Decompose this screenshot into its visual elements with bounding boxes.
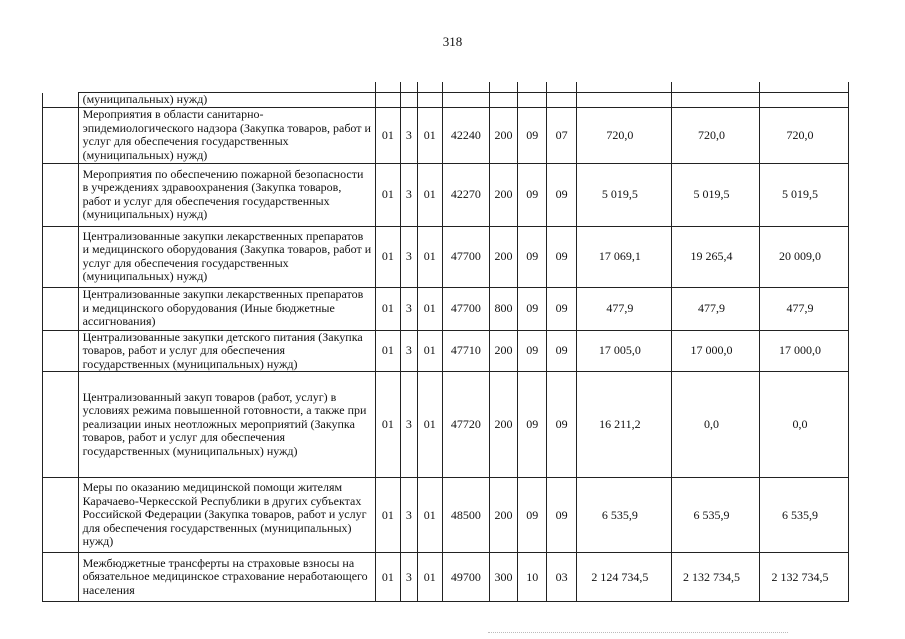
col-c-cell: 01	[417, 330, 442, 372]
row-index-cell	[43, 226, 79, 287]
row-index-cell	[43, 107, 79, 163]
section-cell: 09	[518, 372, 547, 478]
col-a-cell: 01	[375, 107, 400, 163]
amount-year2-cell: 477,9	[671, 287, 759, 330]
section-cell: 10	[518, 553, 547, 602]
table-row	[43, 330, 849, 372]
amount-year3-cell: 6 535,9	[759, 478, 848, 553]
row-index-cell	[43, 287, 79, 330]
expense-type-cell: 300	[489, 553, 517, 602]
row-index-cell	[43, 553, 79, 602]
amount-year1-cell: 17 069,1	[576, 226, 671, 287]
section-cell: 09	[518, 478, 547, 553]
row-index-cell	[43, 372, 79, 478]
col-b-cell: 3	[400, 372, 417, 478]
table-row	[43, 163, 849, 226]
section-cell: 09	[518, 287, 547, 330]
amount-year1-cell: 16 211,2	[576, 372, 671, 478]
page-number: 318	[442, 34, 463, 49]
section-cell: 09	[518, 107, 547, 163]
col-a-cell: 01	[375, 372, 400, 478]
row-index-cell	[43, 163, 79, 226]
col-b-cell: 3	[400, 107, 417, 163]
col-c-cell: 01	[417, 107, 442, 163]
target-code-cell: 48500	[442, 478, 489, 553]
amount-year3-cell: 2 132 734,5	[759, 553, 848, 602]
row-name-cell: Централизованный закуп товаров (работ, услуг) в условиях режима повышенной готовности, а также при реализации иных неотложных мероприятий (Закупка товаров, работ и услуг для обеспечения государственных (муниципальных) нужд)	[78, 372, 375, 478]
expense-type-cell: 200	[489, 478, 517, 553]
col-a-cell: 01	[375, 478, 400, 553]
subsection-cell: 09	[547, 372, 576, 478]
amount-year2-cell: 17 000,0	[671, 330, 759, 372]
amount-year1-cell: 720,0	[576, 107, 671, 163]
amount-year2-cell: 720,0	[671, 107, 759, 163]
table-row	[43, 226, 849, 287]
table-body	[43, 82, 849, 602]
amount-year1-cell: 5 019,5	[576, 163, 671, 226]
amount-year3-cell: 20 009,0	[759, 226, 848, 287]
target-code-cell: 42270	[442, 163, 489, 226]
table-header-spacer	[43, 82, 849, 93]
row-index-cell	[43, 93, 79, 108]
subsection-cell: 09	[547, 163, 576, 226]
expense-type-cell: 200	[489, 163, 517, 226]
row-name-cell: Мероприятия по обеспечению пожарной безопасности в учреждениях здравоохранения (Закупка товаров, работ и услуг для обеспечения государственных (муниципальных) нужд)	[78, 163, 375, 226]
col-a-cell: 01	[375, 163, 400, 226]
expense-type-cell: 200	[489, 226, 517, 287]
target-code-cell: 47700	[442, 226, 489, 287]
amount-year2-cell: 6 535,9	[671, 478, 759, 553]
subsection-cell: 09	[547, 226, 576, 287]
row-name-cell: Мероприятия в области санитарно-эпидемиологического надзора (Закупка товаров, работ и услуг для обеспечения государственных (муниципальных) нужд)	[78, 107, 375, 163]
col-b-cell: 3	[400, 553, 417, 602]
target-code-cell: 47700	[442, 287, 489, 330]
col-c-cell: 01	[417, 478, 442, 553]
col-b-cell: 3	[400, 330, 417, 372]
amount-year3-cell: 5 019,5	[759, 163, 848, 226]
col-b-cell: 3	[400, 163, 417, 226]
row-name-cell: Централизованные закупки лекарственных препаратов и медицинского оборудования (Иные бюджетные ассигнования)	[78, 287, 375, 330]
subsection-cell: 09	[547, 330, 576, 372]
amount-year2-cell: 5 019,5	[671, 163, 759, 226]
continuation-row	[43, 93, 849, 108]
continuation-text: (муниципальных) нужд)	[78, 93, 375, 108]
section-cell: 09	[518, 330, 547, 372]
subsection-cell: 03	[547, 553, 576, 602]
target-code-cell: 49700	[442, 553, 489, 602]
section-cell: 09	[518, 163, 547, 226]
col-b-cell: 3	[400, 287, 417, 330]
table-row	[43, 478, 849, 553]
row-name-cell: Меры по оказанию медицинской помощи жителям Карачаево-Черкесской Республики в других субъектах Российской Федерации (Закупка товаров, работ и услуг для обеспечения государственных (муниципальных) нужд)	[78, 478, 375, 553]
col-b-cell: 3	[400, 226, 417, 287]
col-c-cell: 01	[417, 163, 442, 226]
subsection-cell: 07	[547, 107, 576, 163]
col-c-cell: 01	[417, 372, 442, 478]
target-code-cell: 42240	[442, 107, 489, 163]
target-code-cell: 47710	[442, 330, 489, 372]
expense-type-cell: 200	[489, 330, 517, 372]
target-code-cell: 47720	[442, 372, 489, 478]
amount-year2-cell: 2 132 734,5	[671, 553, 759, 602]
col-c-cell: 01	[417, 226, 442, 287]
subsection-cell: 09	[547, 478, 576, 553]
amount-year2-cell: 0,0	[671, 372, 759, 478]
col-a-cell: 01	[375, 226, 400, 287]
col-c-cell: 01	[417, 287, 442, 330]
expense-type-cell: 800	[489, 287, 517, 330]
row-name-cell: Межбюджетные трансферты на страховые взносы на обязательное медицинское страхование неработающего населения	[78, 553, 375, 602]
amount-year2-cell: 19 265,4	[671, 226, 759, 287]
table-row	[43, 553, 849, 602]
amount-year1-cell: 2 124 734,5	[576, 553, 671, 602]
col-a-cell: 01	[375, 330, 400, 372]
budget-table	[42, 82, 849, 602]
table-row	[43, 107, 849, 163]
amount-year1-cell: 6 535,9	[576, 478, 671, 553]
amount-year3-cell: 477,9	[759, 287, 848, 330]
expense-type-cell: 200	[489, 372, 517, 478]
col-a-cell: 01	[375, 287, 400, 330]
amount-year3-cell: 720,0	[759, 107, 848, 163]
col-a-cell: 01	[375, 553, 400, 602]
amount-year1-cell: 477,9	[576, 287, 671, 330]
table-row	[43, 372, 849, 478]
amount-year3-cell: 0,0	[759, 372, 848, 478]
subsection-cell: 09	[547, 287, 576, 330]
row-index-cell	[43, 330, 79, 372]
scan-artifact-line	[488, 632, 788, 634]
section-cell: 09	[518, 226, 547, 287]
col-c-cell: 01	[417, 553, 442, 602]
row-name-cell: Централизованные закупки детского питания (Закупка товаров, работ и услуг для обеспечения государственных (муниципальных) нужд)	[78, 330, 375, 372]
row-name-cell: Централизованные закупки лекарственных препаратов и медицинского оборудования (Закупка товаров, работ и услуг для обеспечения государственных (муниципальных) нужд)	[78, 226, 375, 287]
row-index-cell	[43, 478, 79, 553]
amount-year1-cell: 17 005,0	[576, 330, 671, 372]
amount-year3-cell: 17 000,0	[759, 330, 848, 372]
table-row	[43, 287, 849, 330]
expense-type-cell: 200	[489, 107, 517, 163]
col-b-cell: 3	[400, 478, 417, 553]
